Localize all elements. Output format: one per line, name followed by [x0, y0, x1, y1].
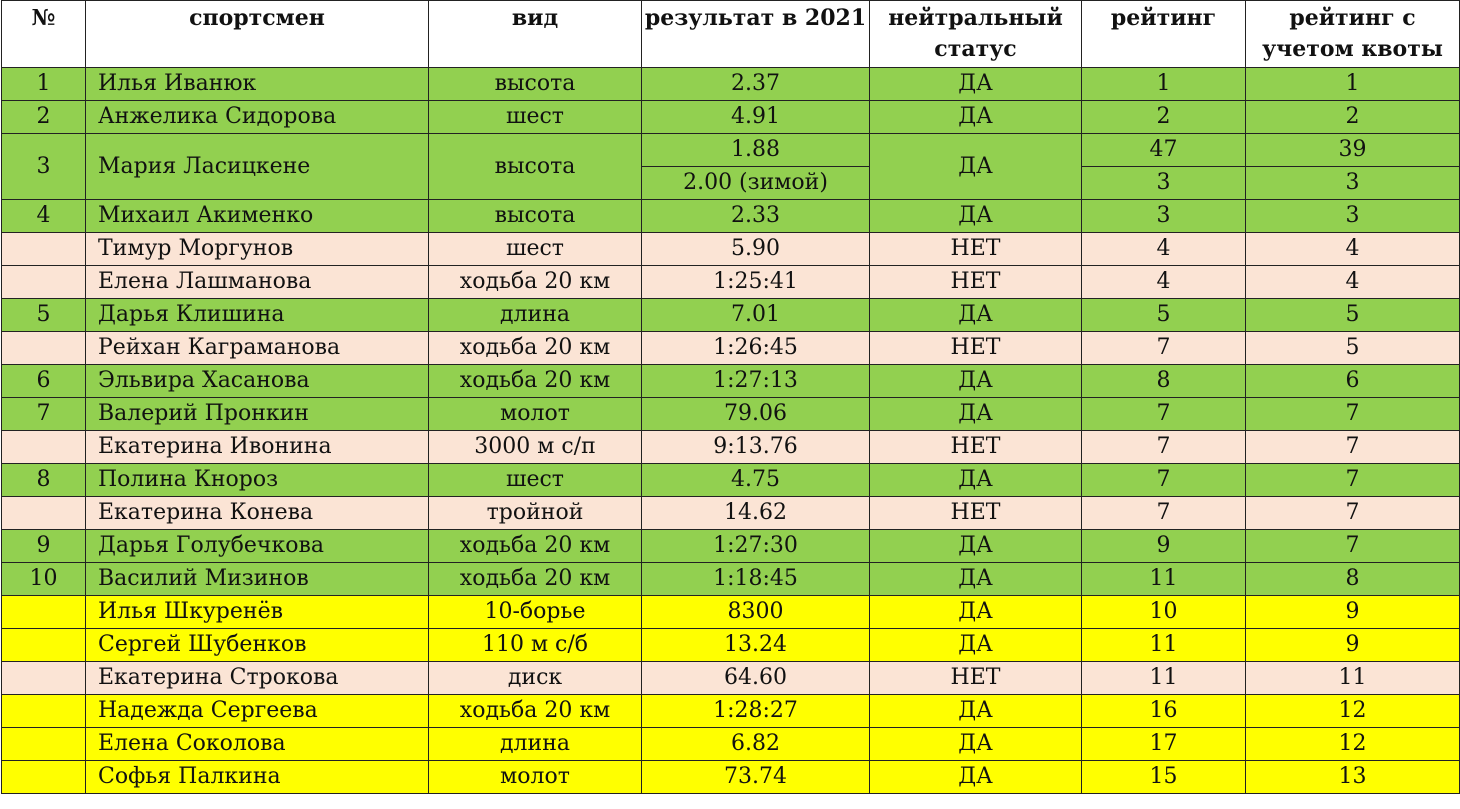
row-num: 10 [2, 563, 86, 596]
header-athlete: спортсмен [86, 1, 429, 68]
neutral-status: ДА [870, 629, 1082, 662]
event: ходьба 20 км [429, 695, 642, 728]
neutral-status: ДА [870, 464, 1082, 497]
athlete-name: Екатерина Конева [86, 497, 429, 530]
result: 73.74 [642, 761, 870, 794]
rating: 5 [1082, 299, 1246, 332]
event: тройной [429, 497, 642, 530]
rating-winter: 3 [1082, 167, 1246, 200]
row-num: 5 [2, 299, 86, 332]
result: 2.33 [642, 200, 870, 233]
athlete-name: Анжелика Сидорова [86, 101, 429, 134]
athlete-name: Валерий Пронкин [86, 398, 429, 431]
row-num: 1 [2, 68, 86, 101]
table-row [2, 497, 1460, 530]
result: 8300 [642, 596, 870, 629]
neutral-status: ДА [870, 596, 1082, 629]
rating: 4 [1082, 233, 1246, 266]
rating-quota: 8 [1246, 563, 1460, 596]
row-num: 9 [2, 530, 86, 563]
table-row [2, 68, 1460, 101]
athlete-name: Екатерина Ивонина [86, 431, 429, 464]
neutral-status: ДА [870, 563, 1082, 596]
result: 14.62 [642, 497, 870, 530]
table-row [2, 464, 1460, 497]
neutral-status: НЕТ [870, 431, 1082, 464]
neutral-status: ДА [870, 530, 1082, 563]
row-num [2, 497, 86, 530]
rating: 47 [1082, 134, 1246, 167]
athlete-name: Рейхан Каграманова [86, 332, 429, 365]
table-row [2, 299, 1460, 332]
rating-quota: 4 [1246, 233, 1460, 266]
table-row [2, 431, 1460, 464]
rating-quota: 7 [1246, 497, 1460, 530]
rating: 16 [1082, 695, 1246, 728]
result: 1:27:30 [642, 530, 870, 563]
rating-quota: 7 [1246, 464, 1460, 497]
event: высота [429, 134, 642, 200]
event: ходьба 20 км [429, 530, 642, 563]
rating: 7 [1082, 497, 1246, 530]
athlete-name: Елена Соколова [86, 728, 429, 761]
neutral-status: ДА [870, 101, 1082, 134]
event: молот [429, 761, 642, 794]
result: 1:25:41 [642, 266, 870, 299]
header-event: вид [429, 1, 642, 68]
row-num: 2 [2, 101, 86, 134]
table-row [2, 761, 1460, 794]
table-row [2, 332, 1460, 365]
neutral-status: НЕТ [870, 332, 1082, 365]
neutral-status: ДА [870, 695, 1082, 728]
athlete-name: Полина Кнороз [86, 464, 429, 497]
rating: 15 [1082, 761, 1246, 794]
event: шест [429, 464, 642, 497]
event: 10-борье [429, 596, 642, 629]
table-row [2, 200, 1460, 233]
rating-quota: 12 [1246, 728, 1460, 761]
result-winter: 2.00 (зимой) [642, 167, 870, 200]
result: 7.01 [642, 299, 870, 332]
athlete-rating-table [1, 0, 1460, 794]
rating: 3 [1082, 200, 1246, 233]
table-row [2, 134, 1460, 167]
row-num: 7 [2, 398, 86, 431]
rating-quota: 12 [1246, 695, 1460, 728]
rating: 7 [1082, 464, 1246, 497]
rating: 11 [1082, 629, 1246, 662]
athlete-name: Мария Ласицкене [86, 134, 429, 200]
table-row [2, 266, 1460, 299]
event: 110 м с/б [429, 629, 642, 662]
rating-quota: 7 [1246, 431, 1460, 464]
rating-quota: 9 [1246, 629, 1460, 662]
rating: 11 [1082, 563, 1246, 596]
neutral-status: ДА [870, 134, 1082, 200]
rating-quota: 5 [1246, 332, 1460, 365]
event: длина [429, 728, 642, 761]
rating: 10 [1082, 596, 1246, 629]
rating: 4 [1082, 266, 1246, 299]
neutral-status: ДА [870, 299, 1082, 332]
header-rating-quota: рейтинг с учетом квоты [1246, 1, 1460, 68]
result: 2.37 [642, 68, 870, 101]
rating-quota-winter: 3 [1246, 167, 1460, 200]
athlete-name: Софья Палкина [86, 761, 429, 794]
row-num [2, 695, 86, 728]
event: ходьба 20 км [429, 266, 642, 299]
athlete-name: Илья Иванюк [86, 68, 429, 101]
header-rating: рейтинг [1082, 1, 1246, 68]
event: высота [429, 68, 642, 101]
athlete-name: Надежда Сергеева [86, 695, 429, 728]
rating: 1 [1082, 68, 1246, 101]
rating-quota: 7 [1246, 398, 1460, 431]
table-row [2, 101, 1460, 134]
table-row [2, 233, 1460, 266]
table-row [2, 728, 1460, 761]
event: шест [429, 233, 642, 266]
athlete-name: Тимур Моргунов [86, 233, 429, 266]
neutral-status: ДА [870, 761, 1082, 794]
event: шест [429, 101, 642, 134]
header-neutral-status: нейтральный статус [870, 1, 1082, 68]
neutral-status: НЕТ [870, 266, 1082, 299]
event: 3000 м с/п [429, 431, 642, 464]
row-num [2, 662, 86, 695]
result: 13.24 [642, 629, 870, 662]
athlete-name: Дарья Голубечкова [86, 530, 429, 563]
event: высота [429, 200, 642, 233]
result: 1:28:27 [642, 695, 870, 728]
rating-quota: 2 [1246, 101, 1460, 134]
neutral-status: ДА [870, 68, 1082, 101]
row-num: 8 [2, 464, 86, 497]
header-num: № [2, 1, 86, 68]
event: молот [429, 398, 642, 431]
result: 1:26:45 [642, 332, 870, 365]
rating: 7 [1082, 398, 1246, 431]
athlete-name: Василий Мизинов [86, 563, 429, 596]
table-row [2, 662, 1460, 695]
neutral-status: НЕТ [870, 233, 1082, 266]
table-row [2, 563, 1460, 596]
row-num [2, 431, 86, 464]
athlete-name: Илья Шкуренёв [86, 596, 429, 629]
rating-quota: 7 [1246, 530, 1460, 563]
table-row [2, 398, 1460, 431]
rating: 9 [1082, 530, 1246, 563]
rating-quota: 6 [1246, 365, 1460, 398]
result: 79.06 [642, 398, 870, 431]
rating-quota: 4 [1246, 266, 1460, 299]
row-num [2, 233, 86, 266]
rating: 8 [1082, 365, 1246, 398]
table-row [2, 365, 1460, 398]
event: длина [429, 299, 642, 332]
result: 6.82 [642, 728, 870, 761]
athlete-name: Сергей Шубенков [86, 629, 429, 662]
athlete-name: Екатерина Строкова [86, 662, 429, 695]
result: 1:27:13 [642, 365, 870, 398]
rating: 11 [1082, 662, 1246, 695]
rating: 2 [1082, 101, 1246, 134]
athlete-name: Михаил Акименко [86, 200, 429, 233]
rating-quota: 1 [1246, 68, 1460, 101]
event: ходьба 20 км [429, 365, 642, 398]
table-row [2, 629, 1460, 662]
rating-quota: 11 [1246, 662, 1460, 695]
neutral-status: ДА [870, 200, 1082, 233]
rating-quota: 13 [1246, 761, 1460, 794]
row-num: 3 [2, 134, 86, 200]
header-result: результат в 2021 [642, 1, 870, 68]
athlete-name: Эльвира Хасанова [86, 365, 429, 398]
table-row [2, 695, 1460, 728]
result: 1.88 [642, 134, 870, 167]
neutral-status: НЕТ [870, 662, 1082, 695]
neutral-status: ДА [870, 365, 1082, 398]
row-num [2, 761, 86, 794]
rating: 17 [1082, 728, 1246, 761]
result: 9:13.76 [642, 431, 870, 464]
result: 64.60 [642, 662, 870, 695]
athlete-name: Дарья Клишина [86, 299, 429, 332]
rating-quota: 3 [1246, 200, 1460, 233]
table-row [2, 530, 1460, 563]
event: ходьба 20 км [429, 563, 642, 596]
row-num [2, 266, 86, 299]
event: ходьба 20 км [429, 332, 642, 365]
row-num [2, 596, 86, 629]
row-num [2, 629, 86, 662]
row-num [2, 728, 86, 761]
neutral-status: ДА [870, 728, 1082, 761]
rating-quota: 5 [1246, 299, 1460, 332]
result: 4.91 [642, 101, 870, 134]
row-num: 6 [2, 365, 86, 398]
neutral-status: НЕТ [870, 497, 1082, 530]
rating: 7 [1082, 431, 1246, 464]
result: 4.75 [642, 464, 870, 497]
row-num: 4 [2, 200, 86, 233]
header-row [2, 1, 1460, 68]
table-row [2, 596, 1460, 629]
result: 1:18:45 [642, 563, 870, 596]
result: 5.90 [642, 233, 870, 266]
row-num [2, 332, 86, 365]
neutral-status: ДА [870, 398, 1082, 431]
rating: 7 [1082, 332, 1246, 365]
athlete-name: Елена Лашманова [86, 266, 429, 299]
rating-quota: 39 [1246, 134, 1460, 167]
rating-quota: 9 [1246, 596, 1460, 629]
event: диск [429, 662, 642, 695]
